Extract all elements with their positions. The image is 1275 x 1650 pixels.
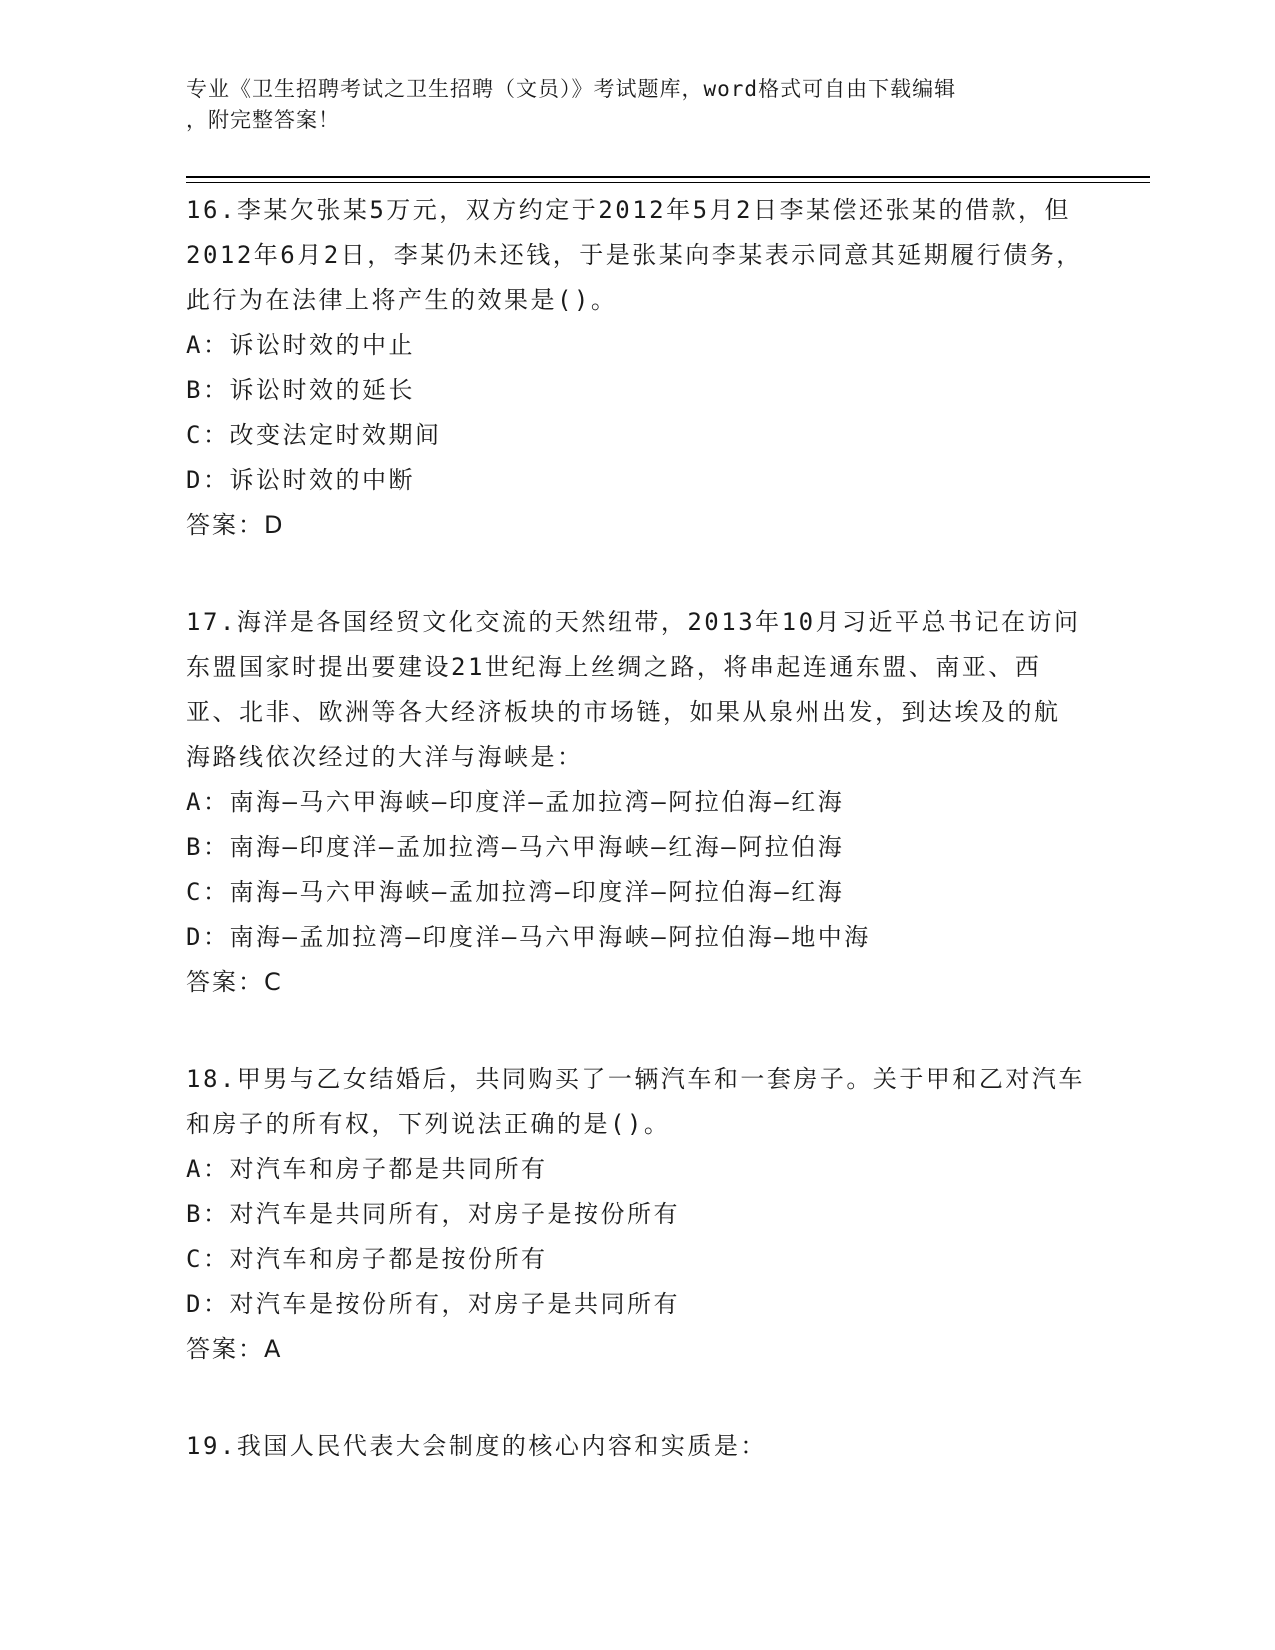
option-b: B：诉讼时效的延长 <box>186 376 415 404</box>
option-b: B：南海—印度洋—孟加拉湾—马六甲海峡—红海—阿拉伯海 <box>186 833 845 861</box>
option-c: C：对汽车和房子都是按份所有 <box>186 1245 548 1273</box>
option-a: A：对汽车和房子都是共同所有 <box>186 1155 548 1183</box>
option-d: D：诉讼时效的中断 <box>186 466 415 494</box>
question-list <box>186 188 1086 1521</box>
question-17 <box>186 600 1086 1005</box>
option-d: D：对汽车是按份所有，对房子是共同所有 <box>186 1290 680 1318</box>
answer: 答案：C <box>186 968 283 996</box>
header-divider-thin <box>186 182 1150 183</box>
question-text: 17.海洋是各国经贸文化交流的天然纽带，2013年10月习近平总书记在访问东盟国家时提出要建设21世纪海上丝绸之路，将串起连通东盟、南亚、西亚、北非、欧洲等各大经济板块的市场链，如果从泉州出发，到达埃及的航海路线依次经过的大洋与海峡是： <box>186 608 1081 771</box>
option-b: B：对汽车是共同所有，对房子是按份所有 <box>186 1200 680 1228</box>
option-c: C：改变法定时效期间 <box>186 421 442 449</box>
document-header <box>186 74 1066 136</box>
option-a: A：南海—马六甲海峡—印度洋—孟加拉湾—阿拉伯海—红海 <box>186 788 845 816</box>
question-text: 16.李某欠张某5万元，双方约定于2012年5月2日李某偿还张某的借款，但2012年6月2日，李某仍未还钱，于是张某向李某表示同意其延期履行债务，此行为在法律上将产生的效果是()。 <box>186 196 1083 314</box>
option-d: D：南海—孟加拉湾—印度洋—马六甲海峡—阿拉伯海—地中海 <box>186 923 871 951</box>
option-c: C：南海—马六甲海峡—孟加拉湾—印度洋—阿拉伯海—红海 <box>186 878 845 906</box>
answer: 答案：A <box>186 1335 283 1363</box>
header-divider-thick <box>186 176 1150 178</box>
header-title-line1: 专业《卫生招聘考试之卫生招聘（文员）》考试题库，word格式可自由下载编辑 <box>186 77 957 101</box>
header-title-line2: ，附完整答案！ <box>186 108 340 132</box>
question-18 <box>186 1057 1086 1372</box>
question-text: 19.我国人民代表大会制度的核心内容和实质是： <box>186 1432 767 1460</box>
question-19 <box>186 1424 1086 1469</box>
answer: 答案：D <box>186 511 285 539</box>
question-text: 18.甲男与乙女结婚后，共同购买了一辆汽车和一套房子。关于甲和乙对汽车和房子的所有权，下列说法正确的是()。 <box>186 1065 1085 1138</box>
option-a: A：诉讼时效的中止 <box>186 331 415 359</box>
question-16 <box>186 188 1086 548</box>
